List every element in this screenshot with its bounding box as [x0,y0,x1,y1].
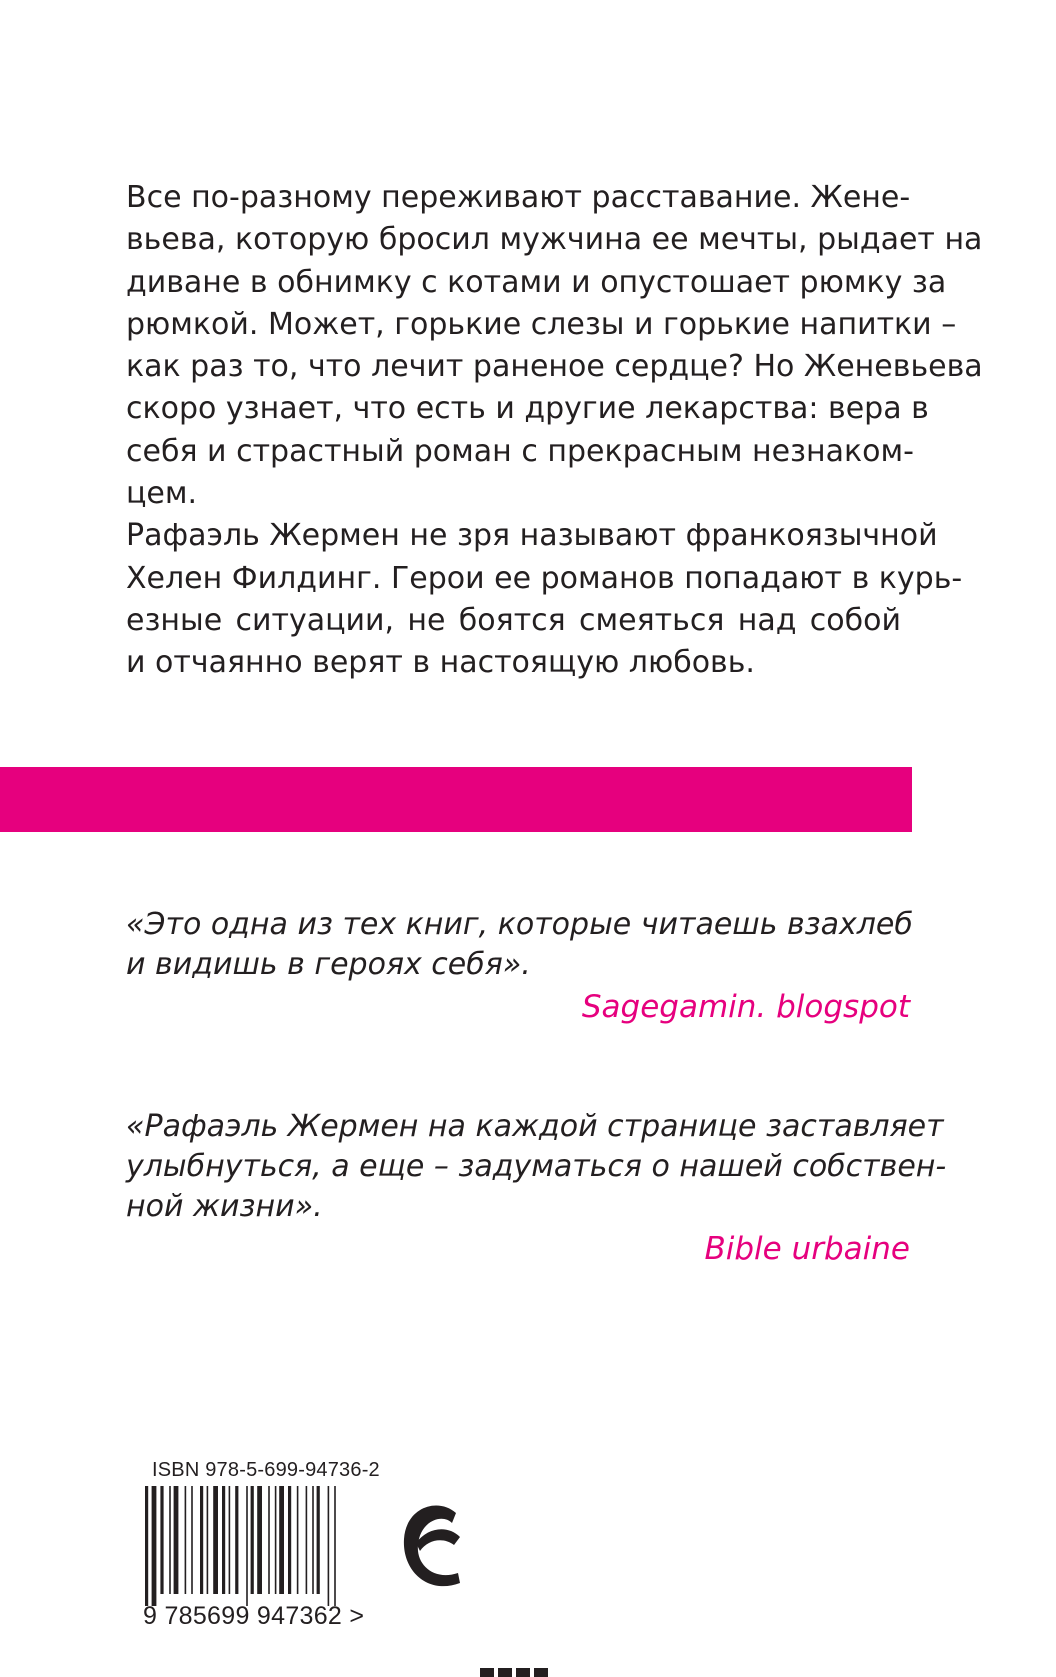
description-line: скоро узнает, что есть и другие лекарства: вера в [126,391,929,427]
book-description [126,177,983,685]
quote-line: «Рафаэль Жермен на каждой странице заставляет [126,1109,944,1144]
description-line: Все по-разному переживают расставание. Жене- [126,180,911,215]
description-line: рюмкой. Может, горькие слезы и горькие напитки – [126,306,957,342]
description-line: Рафаэль Жермен не зря называют франкоязычной [126,518,938,554]
quote-line: и видишь в героях себя». [126,947,531,982]
description-paragraph-1 [126,177,983,515]
description-line: и отчаянно верят в настоящую любовь. [126,645,755,681]
barcode [143,1486,373,1606]
pink-divider-band [0,767,912,832]
review-quote-1 [126,905,913,1027]
cropped-bottom-mark [480,1664,550,1677]
description-line: как раз то, что лечит раненое сердце? Но Женевьева [126,349,983,385]
description-line: цем. [126,476,198,512]
description-line: езные ситуации, не боятся смеяться над собой [126,602,901,638]
quote-source: Sagegamin. blogspot [581,989,910,1025]
quote-line: ной жизни». [126,1189,323,1224]
eksmo-e-logo-icon [398,1499,468,1597]
description-line: Хелен Филдинг. Герои ее романов попадают в курь- [126,560,963,596]
quote-line: «Это одна из тех книг, которые читаешь взахлеб [126,907,913,942]
barcode-digits: 9 785699 947362 > [143,1602,365,1630]
description-paragraph-2 [126,515,963,684]
quote-source: Bible urbaine [704,1231,910,1267]
description-line: диване в обнимку с котами и опустошает рюмку за [126,264,947,300]
description-line: вьева, которую бросил мужчина ее мечты, рыдает на [126,222,983,258]
quote-line: улыбнуться, а еще – задуматься о нашей собствен- [126,1149,947,1184]
description-line: себя и страстный роман с прекрасным незнаком- [126,433,914,469]
isbn-label: ISBN 978-5-699-94736-2 [152,1459,380,1481]
review-quote-2 [126,1107,947,1269]
